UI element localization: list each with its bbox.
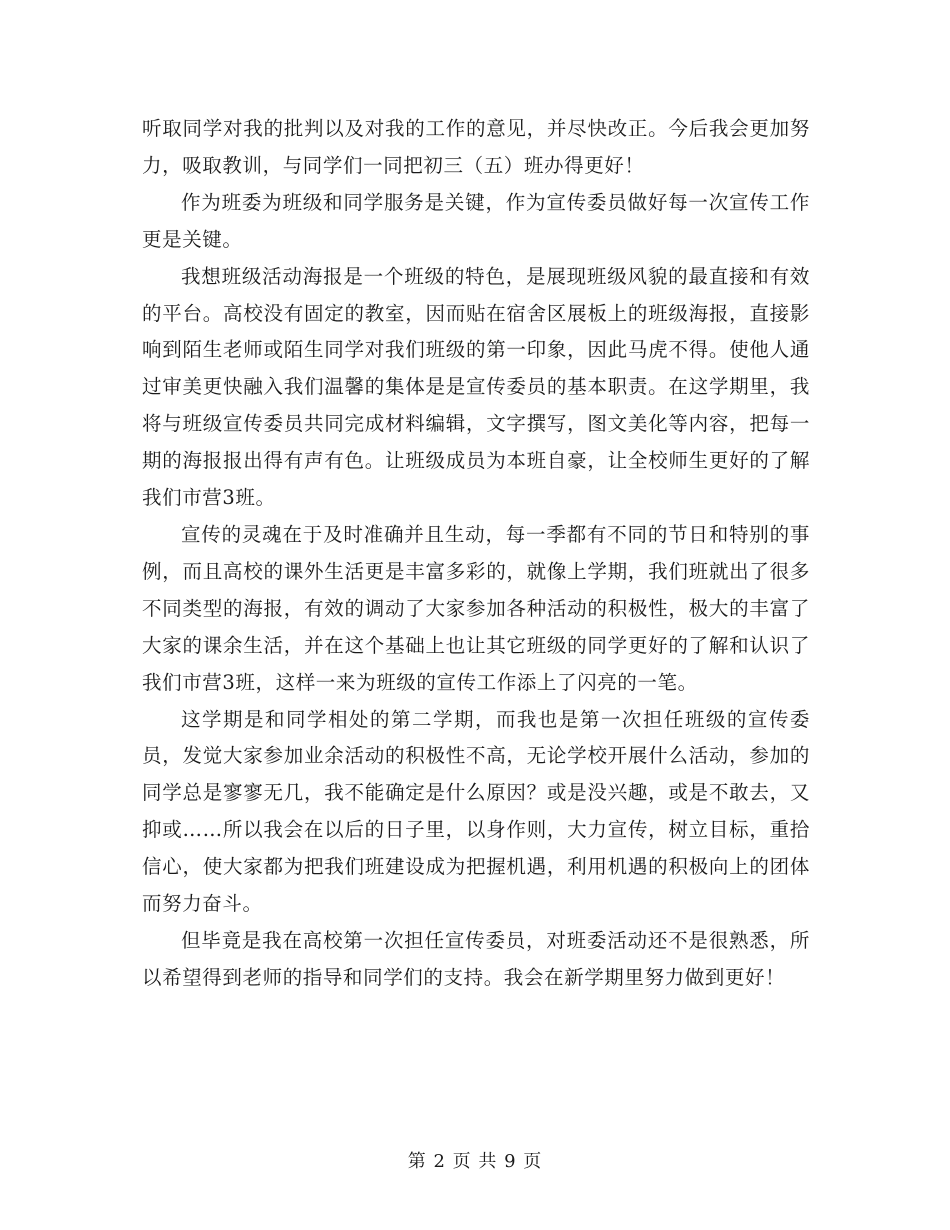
paragraph-1: 听取同学对我的批判以及对我的工作的意见，并尽快改正。今后我会更加努力，吸取教训，与同学们一同把初三（五）班办得更好！ xyxy=(142,117,810,177)
paragraph-4: 宣传的灵魂在于及时准确并且生动，每一季都有不同的节日和特别的事例，而且高校的课外生活更是丰富多彩的，就像上学期，我们班就出了很多不同类型的海报，有效的调动了大家参加各种活动的积极性，极大的丰富了大家的课余生活，并在这个基础上也让其它班级的同学更好的了解和认识了我们市营3班，这样一来为班级的宣传工作添上了闪亮的一笔。 xyxy=(142,522,810,694)
page-footer xyxy=(0,1150,950,1174)
paragraph-3: 我想班级活动海报是一个班级的特色，是展现班级风貌的最直接和有效的平台。高校没有固定的教室，因而贴在宿舍区展板上的班级海报，直接影响到陌生老师或陌生同学对我们班级的第一印象，因此马虎不得。使他人通过审美更快融入我们温馨的集体是是宣传委员的基本职责。在这学期里，我将与班级宣传委员共同完成材料编辑，文字撰写，图文美化等内容，把每一期的海报报出得有声有色。让班级成员为本班自豪，让全校师生更好的了解我们市营3班。 xyxy=(142,264,810,510)
document-body xyxy=(142,111,810,997)
paragraph-5: 这学期是和同学相处的第二学期，而我也是第一次担任班级的宣传委员，发觉大家参加业余活动的积极性不高，无论学校开展什么活动，参加的同学总是寥寥无几，我不能确定是什么原因？或是没兴趣，或是不敢去，又抑或……所以我会在以后的日子里，以身作则，大力宣传，树立目标，重拾信心，使大家都为把我们班建设成为把握机遇，利用机遇的积极向上的团体而努力奋斗。 xyxy=(142,707,810,916)
paragraph-2: 作为班委为班级和同学服务是关键，作为宣传委员做好每一次宣传工作更是关键。 xyxy=(142,190,810,251)
page-number: 第 2 页 共 9 页 xyxy=(407,1151,543,1172)
paragraph-6: 但毕竟是我在高校第一次担任宣传委员，对班委活动还不是很熟悉，所以希望得到老师的指导和同学们的支持。我会在新学期里努力做到更好！ xyxy=(142,928,810,989)
